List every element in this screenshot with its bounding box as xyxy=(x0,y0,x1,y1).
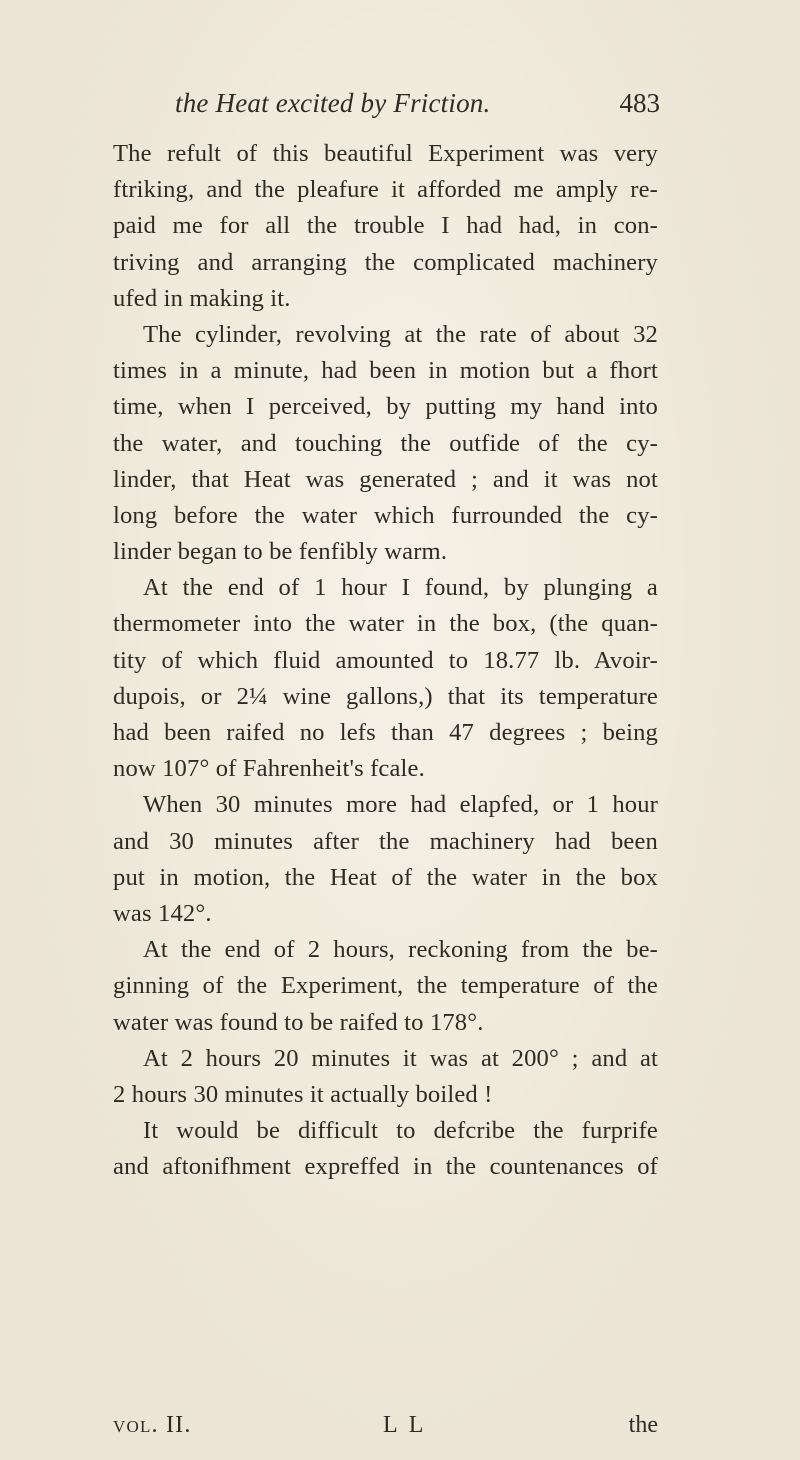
text-line: long before the water which furrounded the cy- xyxy=(113,501,658,529)
text-line: put in motion, the Heat of the water in the box xyxy=(113,863,658,891)
catchword: the xyxy=(628,1412,658,1438)
page-header xyxy=(175,88,660,128)
text-line: ginning of the Experiment, the temperature of the xyxy=(113,972,658,1000)
text-line: dupois, or 2¼ wine gallons,) that its temperature xyxy=(113,682,658,710)
signature-mark: L L xyxy=(383,1412,427,1438)
text-line: At the end of 1 hour I found, by plunging a xyxy=(143,574,658,602)
text-line: was 142°. xyxy=(113,899,212,927)
text-line: It would be difficult to defcribe the furprife xyxy=(143,1117,658,1145)
text-line: and aftonifhment expreffed in the countenances of xyxy=(113,1153,658,1181)
page-number: 483 xyxy=(619,88,660,118)
text-line: At 2 hours 20 minutes it was at 200° ; and at xyxy=(143,1044,658,1072)
text-line: water was found to be raifed to 178°. xyxy=(113,1008,484,1036)
text-line: now 107° of Fahrenheit's fcale. xyxy=(113,755,425,783)
text-line: times in a minute, had been in motion but a fhort xyxy=(113,357,658,385)
text-line: linder, that Heat was generated ; and it was not xyxy=(113,465,658,493)
page-footer xyxy=(113,1412,658,1448)
text-line: ftriking, and the pleafure it afforded me amply re- xyxy=(113,176,658,204)
text-line: The cylinder, revolving at the rate of about 32 xyxy=(143,320,658,348)
text-line: ufed in making it. xyxy=(113,284,291,312)
text-line: thermometer into the water in the box, (the quan- xyxy=(113,610,658,638)
text-line: had been raifed no lefs than 47 degrees ; being xyxy=(113,719,658,746)
text-line: paid me for all the trouble I had had, in con- xyxy=(113,212,658,240)
text-line: time, when I perceived, by putting my hand into xyxy=(113,393,658,421)
body-text xyxy=(113,136,658,1185)
text-line: 2 hours 30 minutes it actually boiled ! xyxy=(113,1080,493,1108)
text-line: At the end of 2 hours, reckoning from the be- xyxy=(143,936,658,964)
running-head: the Heat excited by Friction. xyxy=(175,88,491,118)
text-line: tity of which fluid amounted to 18.77 lb. Avoir- xyxy=(113,646,658,674)
text-line: the water, and touching the outfide of the cy- xyxy=(113,429,658,457)
text-line: and 30 minutes after the machinery had been xyxy=(113,827,658,855)
text-line: linder began to be fenfibly warm. xyxy=(113,538,448,566)
text-line: The refult of this beautiful Experiment was very xyxy=(113,140,658,167)
volume-mark: vol. II. xyxy=(113,1412,192,1438)
text-line: triving and arranging the complicated machinery xyxy=(113,248,658,276)
text-line: When 30 minutes more had elapfed, or 1 hour xyxy=(143,791,658,819)
